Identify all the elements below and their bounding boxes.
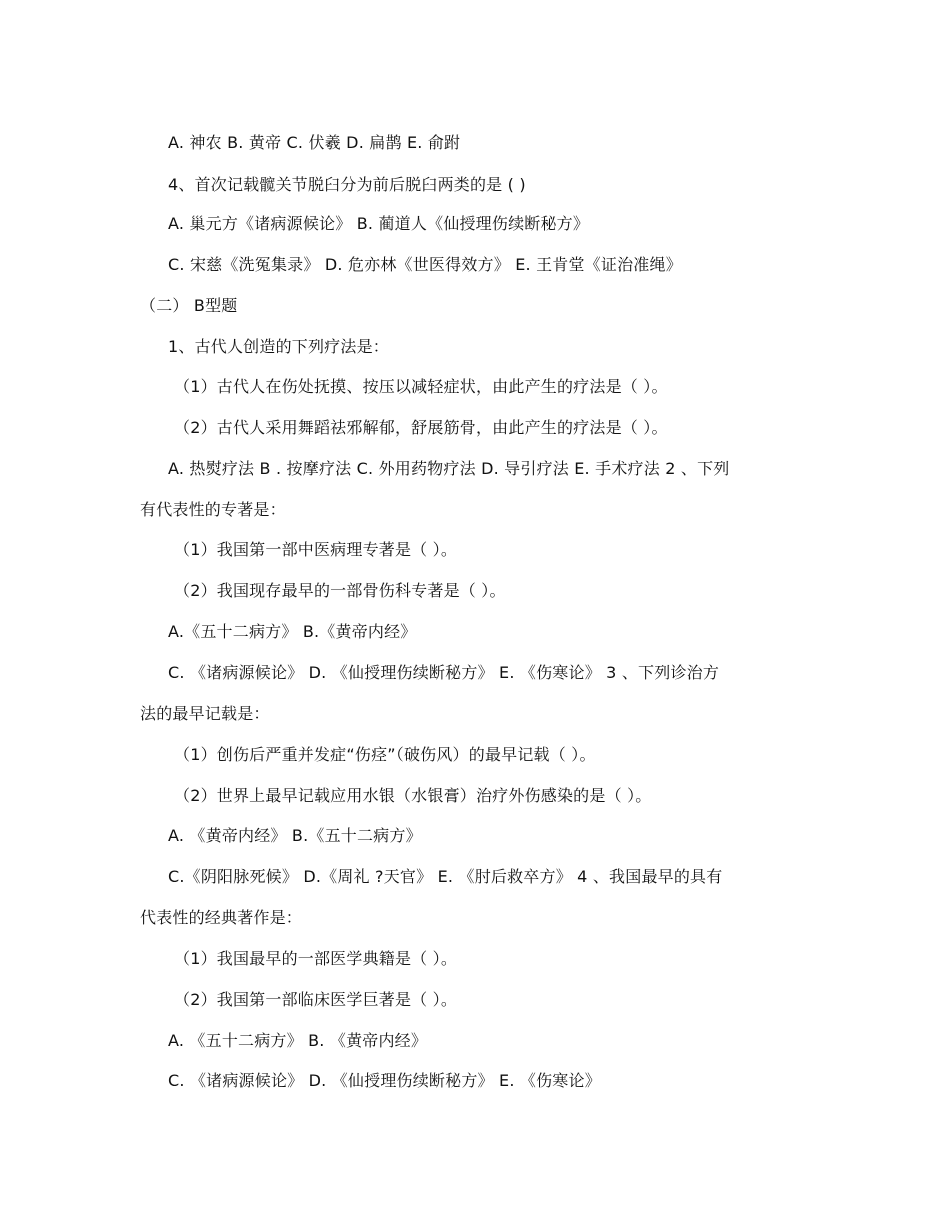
subquestion-line: （1）创伤后严重并发症“伤痉”（破伤风）的最早记载（ ）。 <box>174 745 596 764</box>
subquestion-line: （1）古代人在伤处抚摸、按压以减轻症状，由此产生的疗法是（ ）。 <box>174 377 668 396</box>
subquestion-line: （2）我国第一部临床医学巨著是（ ）。 <box>174 990 458 1009</box>
options-line: C.《阴阳脉死候》 D.《周礼 ?天官》 E. 《肘后救卒方》 4 、我国最早的具有 <box>168 867 723 886</box>
question-line: 1、古代人创造的下列疗法是： <box>168 337 389 356</box>
options-line: A. 《五十二病方》 B. 《黄帝内经》 <box>168 1031 428 1050</box>
question-continuation: 代表性的经典著作是： <box>140 908 303 927</box>
options-line: A. 神农 B. 黄帝 C. 伏羲 D. 扁鹊 E. 俞跗 <box>168 133 461 152</box>
subquestion-line: （2）古代人采用舞蹈祛邪解郁，舒展筋骨，由此产生的疗法是（ ）。 <box>174 418 668 437</box>
subquestion-line: （2）我国现存最早的一部骨伤科专著是（ ）。 <box>174 581 506 600</box>
options-line: A.《五十二病方》 B.《黄帝内经》 <box>168 622 417 641</box>
options-line: A. 巢元方《诸病源候论》 B. 蔺道人《仙授理伤续断秘方》 <box>168 214 590 233</box>
question-line: 4、首次记载髋关节脱臼分为前后脱臼两类的是 ( ) <box>168 175 526 194</box>
subquestion-line: （1）我国最早的一部医学典籍是（ ）。 <box>174 949 458 968</box>
options-line: C. 《诸病源候论》 D. 《仙授理伤续断秘方》 E. 《伤寒论》 <box>168 1071 601 1090</box>
options-line: A. 《黄帝内经》 B.《五十二病方》 <box>168 826 422 845</box>
question-continuation: 有代表性的专著是： <box>140 500 286 519</box>
options-line: C. 《诸病源候论》 D. 《仙授理伤续断秘方》 E. 《伤寒论》 3 、下列诊治方 <box>168 663 720 682</box>
section-heading: （二） B型题 <box>140 296 238 315</box>
question-continuation: 法的最早记载是： <box>140 704 270 723</box>
subquestion-line: （1）我国第一部中医病理专著是（ ）。 <box>174 540 458 559</box>
options-line: C. 宋慈《洗冤集录》 D. 危亦林《世医得效方》 E. 王肯堂《证治准绳》 <box>168 255 682 274</box>
options-line: A. 热熨疗法 B . 按摩疗法 C. 外用药物疗法 D. 导引疗法 E. 手术疗法 2 、下列 <box>168 459 730 478</box>
subquestion-line: （2）世界上最早记载应用水银（水银膏）治疗外伤感染的是（ ）。 <box>174 786 652 805</box>
